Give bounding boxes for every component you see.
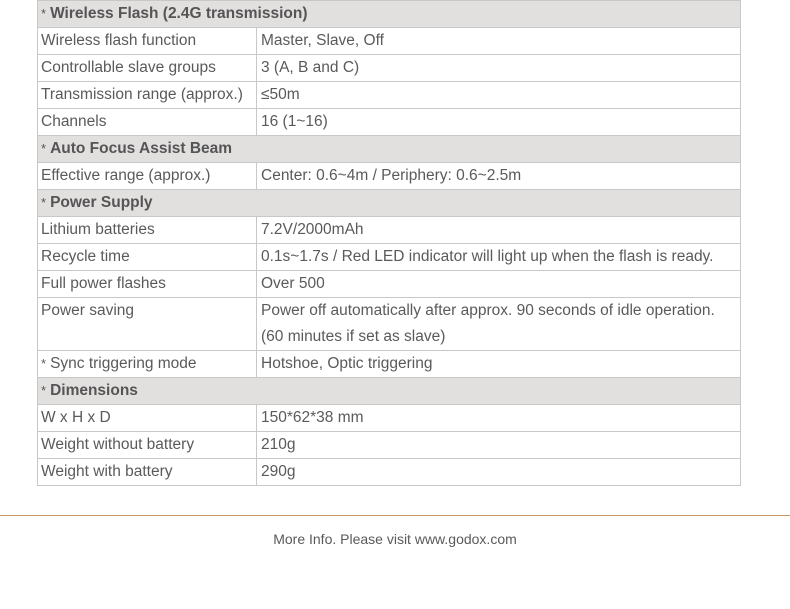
- spec-value-cell: [257, 55, 741, 82]
- spec-value-cell: [257, 82, 741, 109]
- spec-label: Weight with battery: [41, 463, 173, 480]
- spec-label: Full power flashes: [41, 275, 166, 292]
- spec-value-cell: [257, 405, 741, 432]
- spec-row: [38, 405, 741, 432]
- spec-row: [38, 163, 741, 190]
- section-title: Wireless Flash (2.4G transmission): [50, 5, 308, 22]
- spec-row: [38, 217, 741, 244]
- spec-value-cell: [257, 217, 741, 244]
- footer-text: More Info. Please visit www.godox.com: [273, 531, 517, 547]
- spec-value-cell: [257, 298, 741, 351]
- spec-value: 3 (A, B and C): [261, 59, 360, 76]
- spec-value: (60 minutes if set as slave): [261, 328, 446, 345]
- spec-label-cell: [38, 351, 257, 378]
- spec-label-cell: [38, 109, 257, 136]
- spec-label-cell: [38, 28, 257, 55]
- section-header-cell: [38, 190, 741, 217]
- spec-label-cell: [38, 82, 257, 109]
- section-header-row: [38, 136, 741, 163]
- spec-value: 16 (1~16): [261, 113, 328, 130]
- spec-label-cell: [38, 432, 257, 459]
- spec-value: Master, Slave, Off: [261, 32, 384, 49]
- spec-label-cell: [38, 271, 257, 298]
- section-header-row: [38, 1, 741, 28]
- spec-value: 210g: [261, 436, 296, 453]
- spec-value: 150*62*38 mm: [261, 409, 364, 426]
- spec-label: Lithium batteries: [41, 221, 155, 238]
- footer-divider: [0, 515, 790, 516]
- spec-row: [38, 28, 741, 55]
- section-title: Auto Focus Assist Beam: [50, 140, 233, 157]
- spec-value: Over 500: [261, 275, 325, 292]
- spec-row: [38, 109, 741, 136]
- spec-value-cell: [257, 109, 741, 136]
- spec-value: Center: 0.6~4m / Periphery: 0.6~2.5m: [261, 167, 522, 184]
- section-bullet: *: [41, 6, 47, 21]
- spec-label-cell: [38, 298, 257, 351]
- section-header-cell: [38, 378, 741, 405]
- spec-label: Weight without battery: [41, 436, 195, 453]
- spec-row: [38, 271, 741, 298]
- section-bullet: *: [41, 195, 47, 210]
- spec-value-cell: [257, 163, 741, 190]
- spec-label: Effective range (approx.): [41, 167, 211, 184]
- spec-row: [38, 244, 741, 271]
- spec-value-cell: [257, 351, 741, 378]
- spec-value-cell: [257, 28, 741, 55]
- section-bullet: *: [41, 383, 47, 398]
- spec-label: Transmission range (approx.): [41, 86, 243, 103]
- spec-label: Channels: [41, 113, 107, 130]
- spec-value-cell: [257, 271, 741, 298]
- spec-value-cell: [257, 432, 741, 459]
- spec-row: [38, 351, 741, 378]
- spec-table: [37, 0, 741, 486]
- spec-value: ≤50m: [261, 86, 300, 103]
- spec-value: Hotshoe, Optic triggering: [261, 355, 433, 372]
- spec-label-cell: [38, 217, 257, 244]
- spec-row: [38, 432, 741, 459]
- spec-label: Wireless flash function: [41, 32, 197, 49]
- section-header-row: [38, 378, 741, 405]
- spec-table-body: [38, 1, 741, 486]
- spec-label: Controllable slave groups: [41, 59, 216, 76]
- spec-label-cell: [38, 405, 257, 432]
- spec-row: [38, 298, 741, 351]
- section-header-row: [38, 190, 741, 217]
- spec-label-cell: [38, 244, 257, 271]
- spec-value-cell: [257, 244, 741, 271]
- label-bullet: *: [41, 356, 47, 371]
- spec-label: Sync triggering mode: [50, 355, 197, 372]
- section-title: Dimensions: [50, 382, 138, 399]
- spec-label: Recycle time: [41, 248, 130, 265]
- section-header-cell: [38, 1, 741, 28]
- spec-row: [38, 55, 741, 82]
- spec-value: 7.2V/2000mAh: [261, 221, 364, 238]
- section-header-cell: [38, 136, 741, 163]
- spec-value: 290g: [261, 463, 296, 480]
- spec-value: Power off automatically after approx. 90 seconds of idle operation.: [261, 302, 715, 319]
- spec-row: [38, 82, 741, 109]
- spec-label: Power saving: [41, 302, 135, 319]
- section-title: Power Supply: [50, 194, 153, 211]
- spec-row: [38, 459, 741, 486]
- spec-label-cell: [38, 163, 257, 190]
- spec-label-cell: [38, 55, 257, 82]
- spec-value-cell: [257, 459, 741, 486]
- spec-label-cell: [38, 459, 257, 486]
- spec-label: W x H x D: [41, 409, 111, 426]
- section-bullet: *: [41, 141, 47, 156]
- spec-value: 0.1s~1.7s / Red LED indicator will light up when the flash is ready.: [261, 248, 714, 265]
